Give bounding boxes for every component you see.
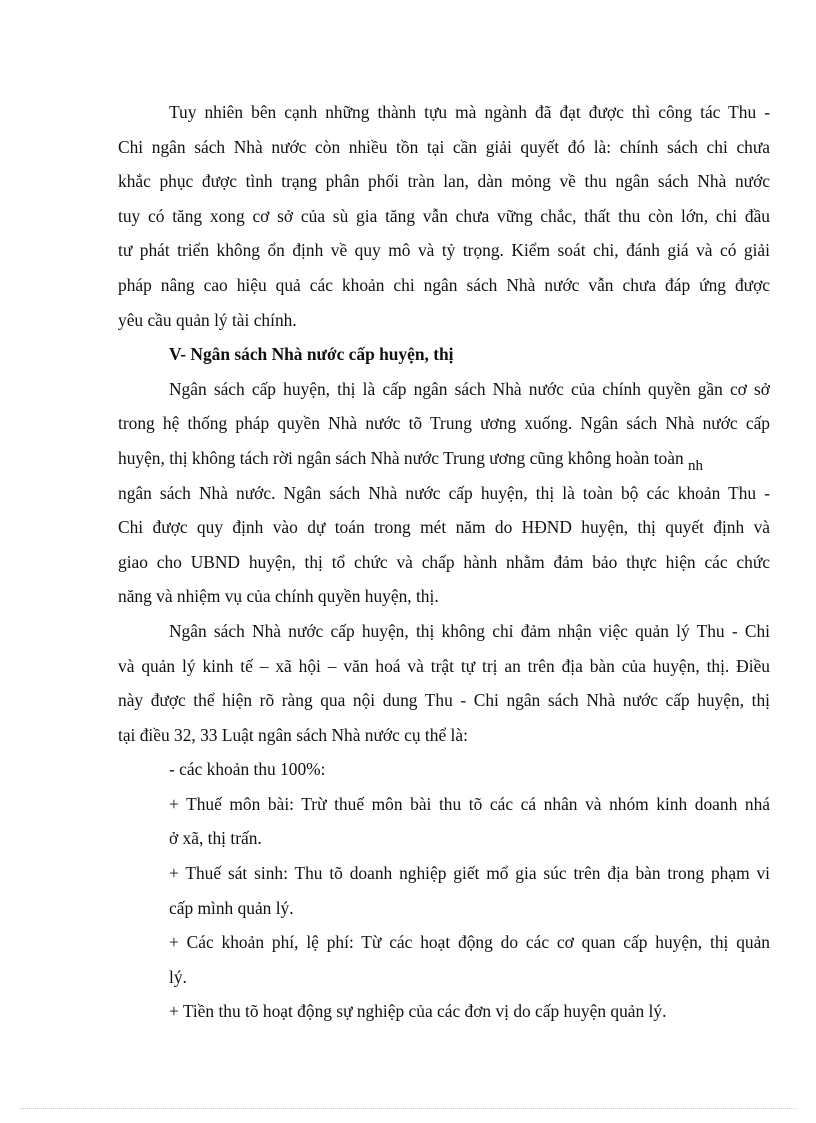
paragraph-1-line: khắc phục được tình trạng phân phối tràn lan, dàn mỏng về thu ngân sách Nhà nước: [118, 171, 770, 192]
paragraph-2-line: Chi được quy định vào dự toán trong mét năm do HĐND huyện, thị quyết định và: [118, 517, 770, 538]
list-item: + Thuế môn bài: Trừ thuế môn bài thu tõ các cá nhân và nhóm kinh doanh nhá: [169, 793, 770, 814]
list-item: + Thuế sát sinh: Thu tõ doanh nghiệp giết mổ gia súc trên địa bàn trong phạm vi: [169, 863, 770, 884]
section-heading: V- Ngân sách Nhà nước cấp huyện, thị: [169, 344, 454, 365]
list-intro: - các khoản thu 100%:: [169, 759, 326, 780]
paragraph-3-line: tại điều 32, 33 Luật ngân sách Nhà nước cụ thể là:: [118, 724, 468, 745]
paragraph-1-line: tư phát triển không ổn định về quy mô và tỷ trọng. Kiểm soát chi, đánh giá và có giải: [118, 240, 770, 261]
paragraph-2-line: Ngân sách cấp huyện, thị là cấp ngân sách Nhà nước của chính quyền gần cơ sở: [169, 378, 770, 399]
list-item-continuation: ở xã, thị trấn.: [169, 828, 262, 849]
paragraph-2-line: ngân sách Nhà nước. Ngân sách Nhà nước cấp huyện, thị là toàn bộ các khoản Thu -: [118, 482, 770, 503]
list-item-continuation: cấp mình quản lý.: [169, 897, 294, 918]
paragraph-2-line-3-text: huyện, thị không tách rời ngân sách Nhà nước Trung ương cũng không hoàn toàn: [118, 447, 684, 468]
list-item: + Các khoản phí, lệ phí: Từ các hoạt động do các cơ quan cấp huyện, thị quản: [169, 932, 770, 953]
paragraph-2-line: [118, 441, 770, 476]
list-item: + Tiền thu tõ hoạt động sự nghiệp của các đơn vị do cấp huyện quản lý.: [169, 1001, 667, 1022]
paragraph-3-line: này được thể hiện rõ ràng qua nội dung Thu - Chi ngân sách Nhà nước cấp huyện, thị: [118, 690, 770, 711]
paragraph-2-line: năng và nhiệm vụ của chính quyền huyện, thị.: [118, 586, 439, 607]
paragraph-1-line: tuy có tăng xong cơ sở của sù gia tăng vẫn chưa vững chắc, thất thu còn lớn, chi đầu: [118, 205, 770, 226]
paragraph-2-line: giao cho UBND huyện, thị tổ chức và chấp hành nhằm đảm bảo thực hiện các chức: [118, 551, 770, 572]
paragraph-3-line: và quản lý kinh tế – xã hội – văn hoá và trật tự trị an trên địa bàn của huyện, thị. Điều: [118, 655, 770, 676]
paragraph-2-line-3-tail: nh: [688, 457, 704, 474]
paragraph-1-line: pháp nâng cao hiệu quả các khoản chi ngân sách Nhà nước vẫn chưa đáp ứng được: [118, 274, 770, 295]
paragraph-1-line: yêu cầu quản lý tài chính.: [118, 309, 297, 330]
paragraph-3-line: Ngân sách Nhà nước cấp huyện, thị không chỉ đảm nhận việc quản lý Thu - Chi: [169, 620, 770, 641]
paragraph-1-line: Tuy nhiên bên cạnh những thành tựu mà ngành đã đạt được thì công tác Thu -: [169, 102, 770, 122]
page-footer-divider: [20, 1108, 796, 1109]
list-item-continuation: lý.: [169, 966, 187, 987]
document-body: [118, 95, 770, 1029]
paragraph-2-line: trong hệ thống pháp quyền Nhà nước tõ Trung ương xuống. Ngân sách Nhà nước cấp: [118, 413, 770, 434]
paragraph-1-line: Chi ngân sách Nhà nước còn nhiều tồn tại cần giải quyết đó là: chính sách chi chưa: [118, 136, 770, 157]
